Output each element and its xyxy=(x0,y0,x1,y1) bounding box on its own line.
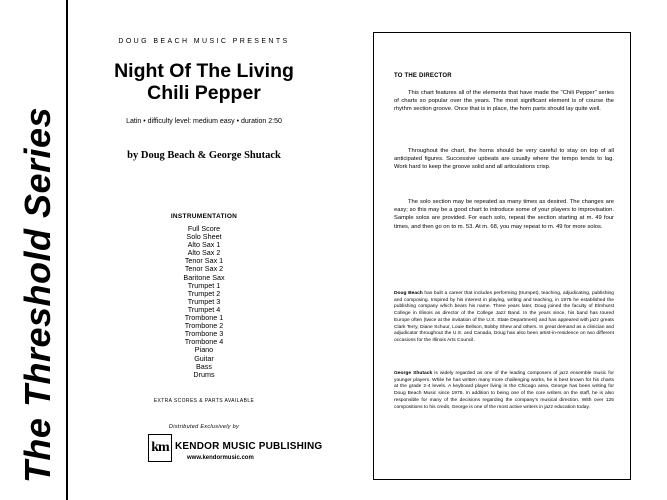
kendor-logo xyxy=(148,434,172,462)
publisher-name: KENDOR MUSIC PUBLISHING xyxy=(175,441,323,452)
instrument-item: Trumpet 1 xyxy=(187,280,221,290)
presents-line: DOUG BEACH MUSIC PRESENTS xyxy=(118,38,290,45)
bio-name: George Shutack xyxy=(394,371,433,376)
director-paragraph-2: Throughout the chart, the horns should be very careful to stay on top of all anticipated figures. Successive upbeats are usually where the tempo tends to lag. Work hard to keep the groove solid and all articulations crisp. xyxy=(394,148,614,171)
series-title: The Threshold Series xyxy=(17,106,58,484)
instrument-item: Tenor Sax 2 xyxy=(184,264,224,274)
instrument-item: Trumpet 3 xyxy=(187,296,221,306)
instrument-item: Drums xyxy=(193,369,215,379)
style-difficulty-duration: Latin • difficulty level: medium easy • duration 2:50 xyxy=(126,118,282,125)
instrument-item: Alto Sax 2 xyxy=(187,248,221,258)
instrumentation-list xyxy=(68,225,340,379)
instrument-item: Tenor Sax 1 xyxy=(184,256,224,266)
instrument-item: Full Score xyxy=(187,224,221,233)
director-notes-page xyxy=(373,32,631,480)
director-paragraph-3: The solo section may be repeated as many times as desired. The changes are easy; so this may be a good chart to introduce some of your players to improvisation. Sample solos are provided. For each solo, repeat the section starting at m. 49 four times, and then go on to m. 53. At m. 68, you may repeat to m. 49 for more solos. xyxy=(394,199,614,230)
instrument-item: Trumpet 2 xyxy=(187,288,221,298)
instrumentation-heading: INSTRUMENTATION xyxy=(170,213,238,220)
director-paragraph-1: This chart features all of the elements that have made the "Chili Pepper" series of charts so popular over the years. The most significant element is of course the rhythm section groove. Once that is in place, the horn parts should lay quite well. xyxy=(394,90,614,113)
logo-mark: km xyxy=(151,440,169,455)
instrument-item: Trombone 3 xyxy=(184,329,224,339)
distributed-by: Distributed Exclusively by xyxy=(168,424,240,430)
bio-name: Doug Beach xyxy=(394,291,423,296)
instrument-item: Trombone 1 xyxy=(184,313,224,323)
title-line-1: Night Of The Living xyxy=(114,60,294,82)
instrument-item: Solo Sheet xyxy=(186,232,222,242)
instrument-item: Alto Sax 1 xyxy=(187,240,221,250)
series-spine xyxy=(0,0,66,500)
instrument-item: Trumpet 4 xyxy=(187,304,221,314)
instrument-item: Guitar xyxy=(194,353,214,363)
extra-parts-note: EXTRA SCORES & PARTS AVAILABLE xyxy=(153,398,255,404)
title-line-2: Chili Pepper xyxy=(147,82,261,104)
page-title xyxy=(68,60,340,104)
director-heading: TO THE DIRECTOR xyxy=(394,73,452,79)
instrument-item: Bass xyxy=(196,361,212,371)
cover-page xyxy=(68,0,340,500)
instrument-item: Piano xyxy=(194,345,214,355)
composer-byline: by Doug Beach & George Shutack xyxy=(127,150,281,161)
instrument-item: Trombone 4 xyxy=(184,337,224,347)
publisher-url[interactable]: www.kendormusic.com xyxy=(187,455,254,461)
bio-george-shutack: George Shutack is widely regarded as one of the leading composers of jazz ensemble music for younger players. While he has written many more challenging works, he is best known for his charts at the grade 2-4 levels. A keyboard player living in the Chicago area, George has been writing for Doug Beach Music since 1978. In addition to being one of the core writers on the staff, he is also responsible for many of the decisions regarding the company's musical direction. With over 125 compositions to his credit, George is one of the most active writers in jazz education today. xyxy=(394,371,614,410)
instrument-item: Trombone 2 xyxy=(184,321,224,331)
bio-doug-beach: Doug Beach has built a career that includes performing (trumpet), teaching, adjudicating, publishing and composing. Inspired by his interest in playing, writing and teaching, in 1975 he established the publishing company which bears his name. Three years later, Doug joined the faculty of Elmhurst College in Illinois as director of the College Jazz Band. In the years since, his band has toured Europe often (twice at the invitation of the U.S. State Department) and has appeared with jazz greats Clark Terry, Diane Schuur, Louie Bellson, Bobby Shew and others. In great demand as a clinician and adjudicator throughout the U.S. and Canada, Doug has also been artist-in-residence on two different occasions for the Illinois Arts Council. xyxy=(394,291,614,343)
instrument-item: Baritone Sax xyxy=(183,272,225,282)
